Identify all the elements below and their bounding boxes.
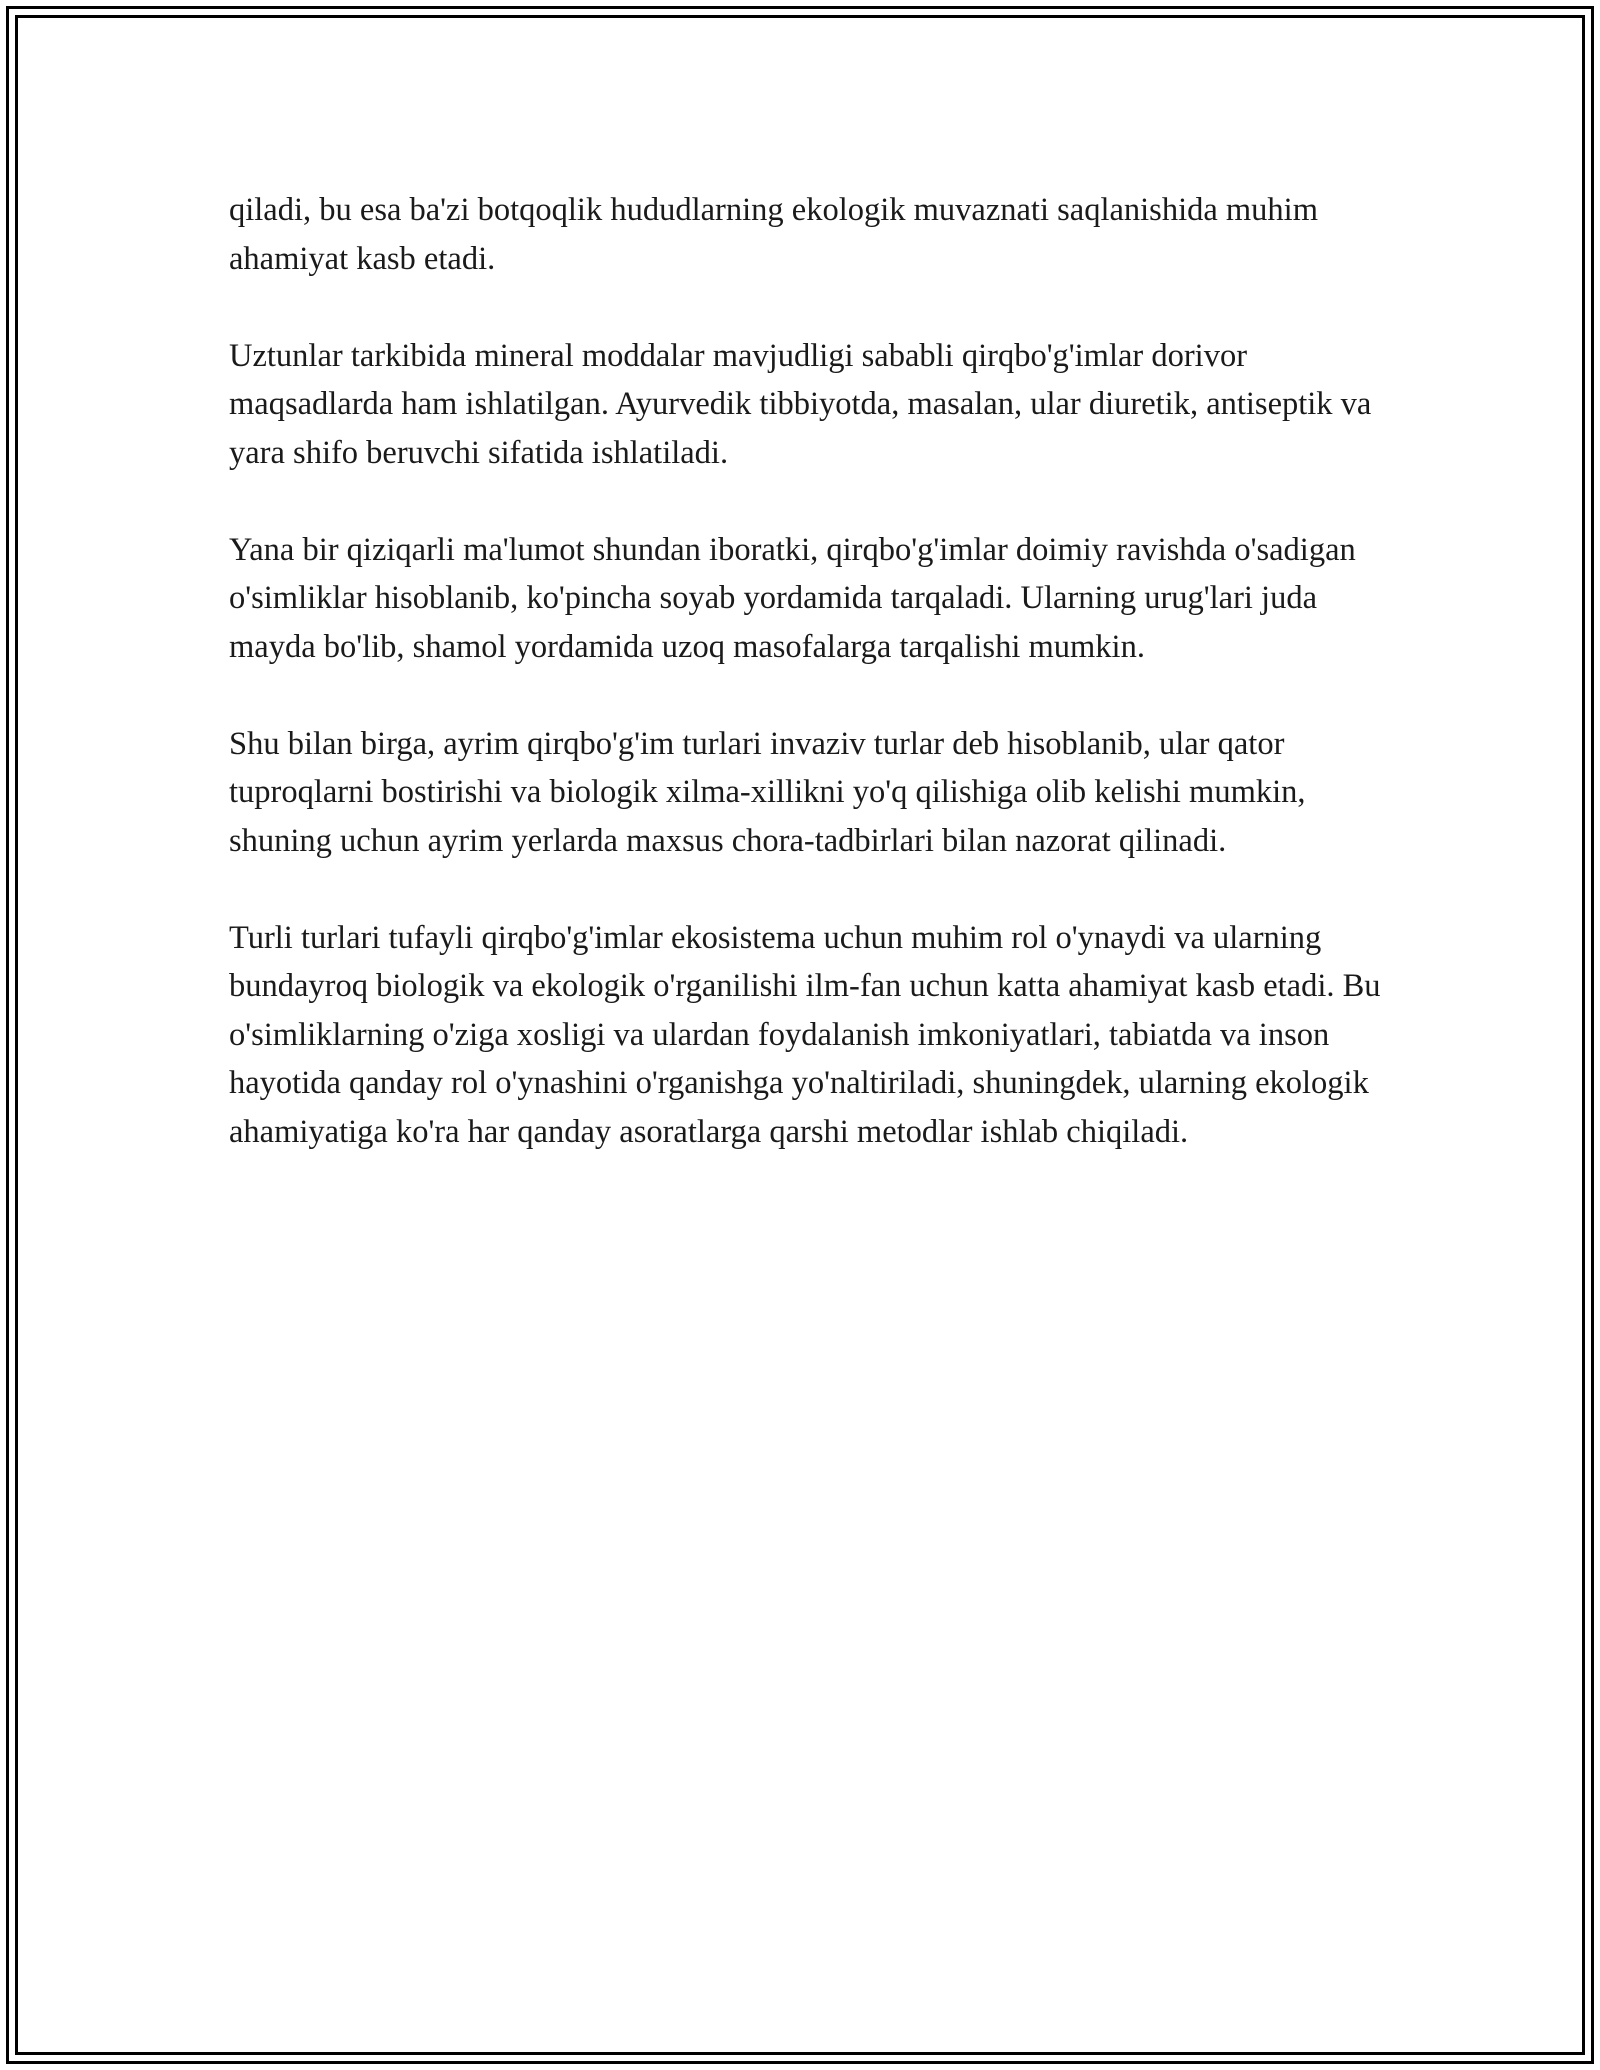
paragraph-3: Yana bir qiziqarli ma'lumot shundan iboratki, qirqbo'g'imlar doimiy ravishda o'sadigan o'simliklar hisoblanib, ko'pincha soyab yordamida tarqaladi. Ularning urug'lari juda mayda bo'lib, shamol yordamida uzoq masofalarga tarqalishi mumkin. xyxy=(229,531,1356,665)
paragraph-2: Uztunlar tarkibida mineral moddalar mavjudligi sababli qirqbo'g'imlar dorivor maqsadlarda ham ishlatilgan. Ayurvedik tibbiyotda, masalan, ular diuretik, antiseptik va yara shifo beruvchi sifatida ishlatiladi. xyxy=(229,337,1372,471)
paragraph-5: Turli turlari tufayli qirqbo'g'imlar ekosistema uchun muhim rol o'ynaydi va ularning bundayroq biologik va ekologik o'rganilishi ilm-fan uchun katta ahamiyat kasb etadi. Bu o'simliklarning o'ziga xosligi va ulardan foydalanish imkoniyatlari, tabiatda va inson hayotida qanday rol o'ynashini o'rganishga yo'naltiriladi, shuningdek, ularning ekologik ahamiyatiga ko'ra har qanday asoratlarga qarshi metodlar ishlab chiqiladi. xyxy=(229,919,1381,1150)
document-body xyxy=(229,186,1409,1205)
paragraph-1: qiladi, bu esa ba'zi botqoqlik hududlarning ekologik muvaznati saqlanishida muhim ahamiyat kasb etadi. xyxy=(229,192,1318,277)
paragraph-4: Shu bilan birga, ayrim qirqbo'g'im turlari invaziv turlar deb hisoblanib, ular qator tuproqlarni bostirishi va biologik xilma-xillikni yo'q qilishiga olib kelishi mumkin, shuning uchun ayrim yerlarda maxsus chora-tadbirlari bilan nazorat qilinadi. xyxy=(229,725,1306,859)
